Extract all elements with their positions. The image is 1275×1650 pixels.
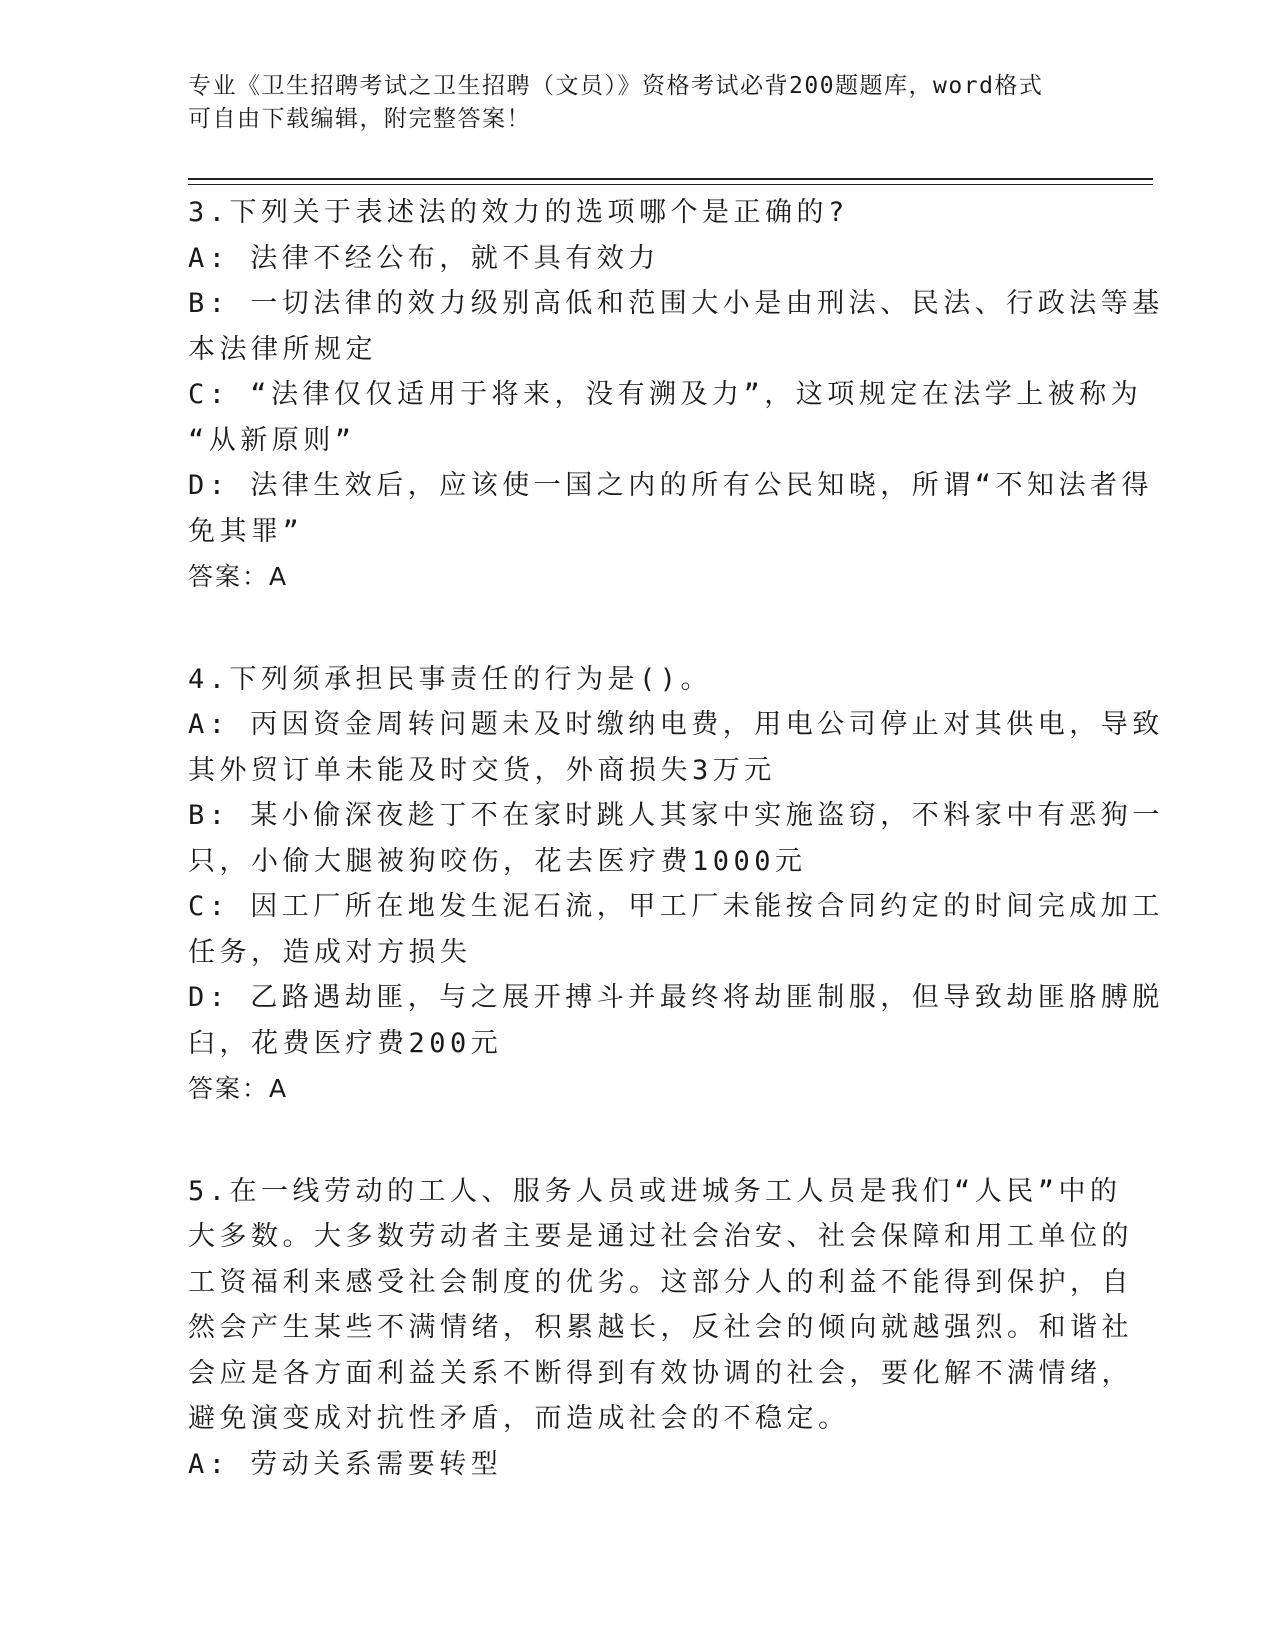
question-spacer xyxy=(188,1112,1073,1169)
question-stem-continued: 工资福利来感受社会制度的优劣。这部分人的利益不能得到保护，自 xyxy=(188,1266,1133,1298)
question-3 xyxy=(188,190,1164,600)
header-line-2: 可自由下载编辑，附完整答案！ xyxy=(188,106,531,132)
header-line-1: 专业《卫生招聘考试之卫生招聘（文员）》资格考试必背200题题库，word格式 xyxy=(188,73,1044,99)
option-a-continued: 其外贸订单未能及时交货，外商损失3万元 xyxy=(188,754,776,786)
question-stem-continued: 避免演变成对抗性矛盾，而造成社会的不稳定。 xyxy=(188,1403,850,1434)
header-divider-thick xyxy=(188,178,1153,180)
question-stem-continued: 然会产生某些不满情绪，积累越长，反社会的倾向就越强烈。和谐社 xyxy=(188,1312,1133,1343)
option-d-continued: 臼，花费医疗费200元 xyxy=(188,1027,503,1059)
option-a: A: 法律不经公布，就不具有效力 xyxy=(188,242,660,274)
option-a: A: 劳动关系需要转型 xyxy=(188,1448,503,1480)
question-4 xyxy=(188,657,1164,1112)
option-c-continued: “从新原则” xyxy=(188,424,356,456)
question-stem: 5.在一线劳动的工人、服务人员或进城务工人员是我们“人民”中的 xyxy=(188,1175,1122,1207)
question-stem: 3.下列关于表述法的效力的选项哪个是正确的? xyxy=(188,197,849,228)
answer-label: 答案：A xyxy=(188,1074,289,1103)
option-c-continued: 任务，造成对方损失 xyxy=(188,936,472,968)
option-b: B: 某小偷深夜趁丁不在家时跳人其家中实施盗窃，不料家中有恶狗一 xyxy=(188,800,1164,831)
question-stem-continued: 会应是各方面利益关系不断得到有效协调的社会，要化解不满情绪， xyxy=(188,1357,1133,1389)
question-spacer xyxy=(188,600,1073,657)
option-d: D: 法律生效后，应该使一国之内的所有公民知晓，所谓“不知法者得 xyxy=(188,470,1154,501)
option-b-continued: 本法律所规定 xyxy=(188,333,377,365)
question-stem-continued: 大多数。大多数劳动者主要是通过社会治安、社会保障和用工单位的 xyxy=(188,1221,1133,1252)
option-d-continued: 免其罪” xyxy=(188,515,304,547)
question-list xyxy=(188,190,1164,1487)
option-b-continued: 只，小偷大腿被狗咬伤，花去医疗费1000元 xyxy=(188,845,807,877)
option-c: C: 因工厂所在地发生泥石流，甲工厂未能按合同约定的时间完成加工 xyxy=(188,891,1164,922)
option-a: A: 丙因资金周转问题未及时缴纳电费，用电公司停止对其供电，导致 xyxy=(188,709,1164,740)
question-5 xyxy=(188,1169,1133,1488)
option-b: B: 一切法律的效力级别高低和范围大小是由刑法、民法、行政法等基 xyxy=(188,288,1164,319)
document-header xyxy=(188,70,1088,136)
header-divider-thin xyxy=(188,184,1153,185)
option-c: C: “法律仅仅适用于将来，没有溯及力”，这项规定在法学上被称为 xyxy=(188,379,1143,410)
question-stem: 4.下列须承担民事责任的行为是()。 xyxy=(188,663,713,695)
answer-label: 答案：A xyxy=(188,562,289,591)
option-d: D: 乙路遇劫匪，与之展开搏斗并最终将劫匪制服，但导致劫匪胳膊脱 xyxy=(188,982,1164,1013)
